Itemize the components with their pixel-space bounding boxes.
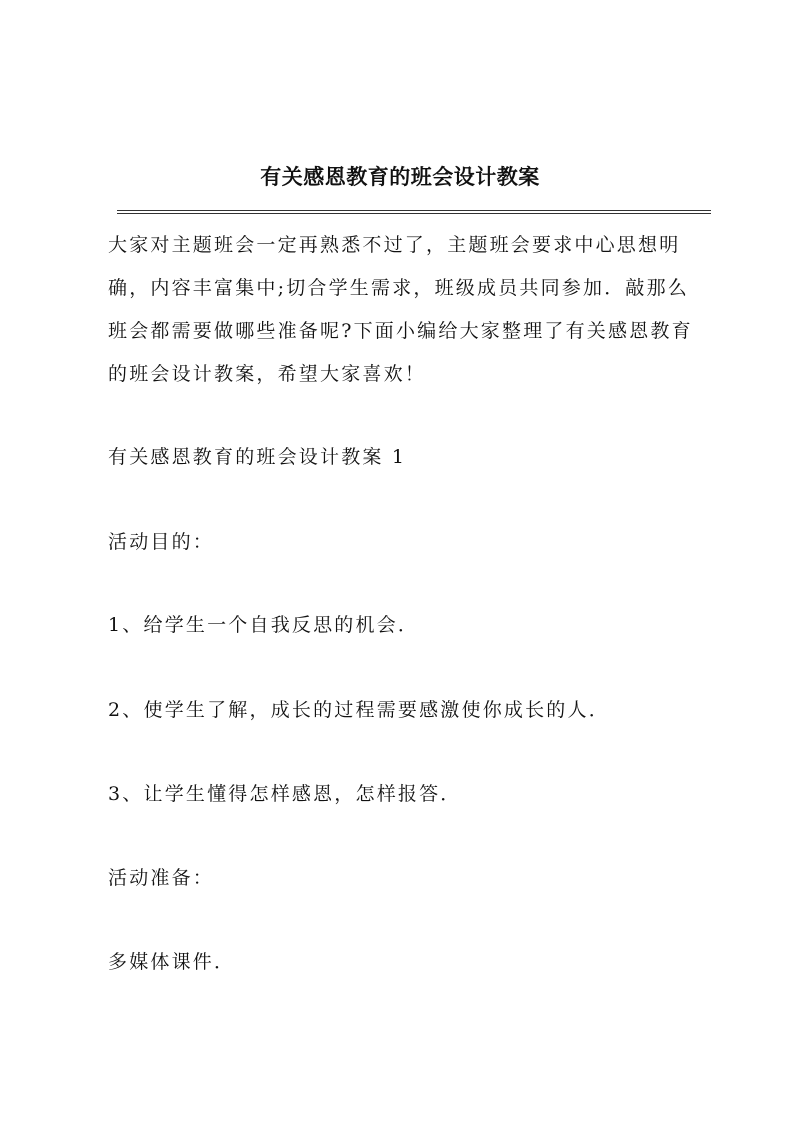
goal-item-1: 1、给学生一个自我反思的机会． bbox=[108, 614, 420, 636]
title-divider bbox=[117, 210, 711, 214]
intro-paragraph: 大家对主题班会一定再熟悉不过了，主题班会要求中心思想明确，内容丰富集中;切合学生需求，班级成员共同参加．敲那么班会都需要做哪些准备呢?下面小编给大家整理了有关感恩教育的班会设计教案，希望大家喜欢！ bbox=[108, 234, 693, 385]
goal-item-3: 3、让学生懂得怎样感恩，怎样报答． bbox=[108, 783, 462, 805]
section-heading: 有关感恩教育的班会设计教案 1 bbox=[108, 446, 407, 468]
prep-item: 多媒体课件． bbox=[108, 951, 236, 973]
page-title: 有关感恩教育的班会设计教案 bbox=[260, 164, 540, 189]
goal-item-2: 2、使学生了解，成长的过程需要感激使你成长的人． bbox=[108, 699, 610, 721]
activity-prep-heading: 活动准备： bbox=[108, 867, 215, 889]
activity-goal-heading: 活动目的： bbox=[108, 531, 215, 553]
